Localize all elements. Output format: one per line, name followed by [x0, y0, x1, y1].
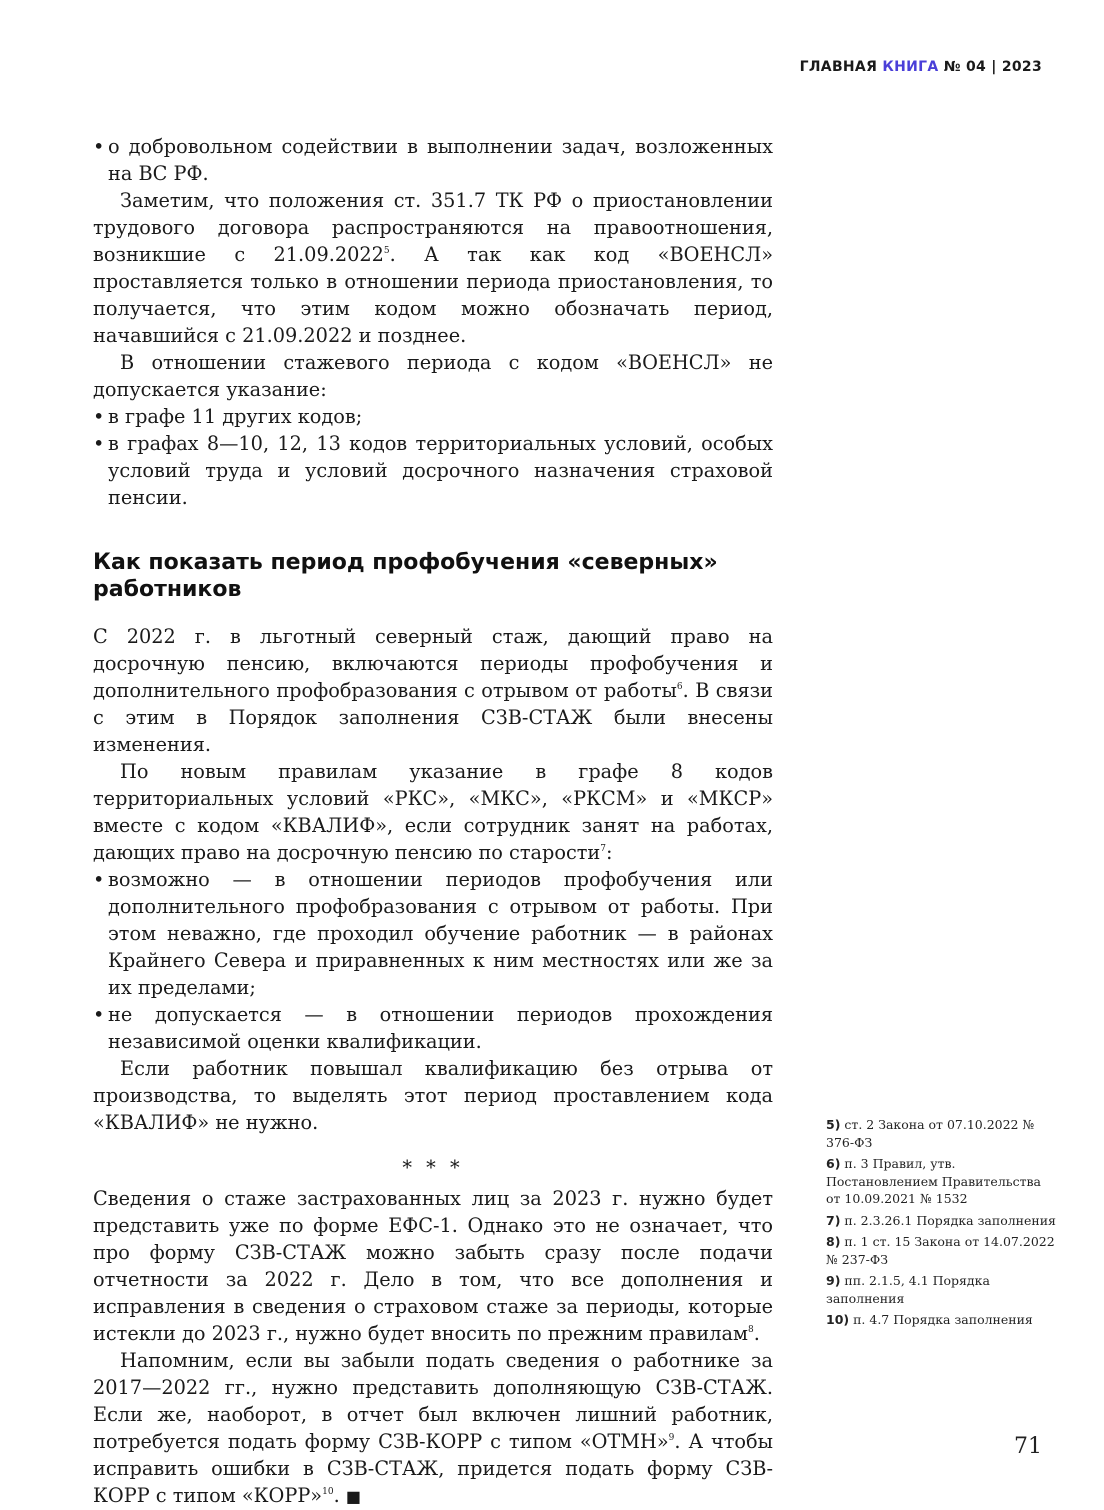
footnote: 7) п. 2.3.26.1 Порядка заполнения — [826, 1212, 1056, 1228]
brand-name-part2: КНИГА — [882, 59, 939, 75]
article-body — [93, 133, 773, 1510]
list-item: • о добровольном содействии в выполнении задач, возложенных на ВС РФ. — [93, 135, 773, 185]
footnote-ref: 10 — [322, 1487, 334, 1497]
footnotes — [826, 1116, 1056, 1333]
paragraph: Сведения о стаже застрахованных лиц за 2023 г. нужно будет представить уже по форме ЕФС-1. Однако это не означает, что про форму СЗВ-СТАЖ можно забыть сразу после подачи отчетности за 2022 г. Дело в том, что все дополнения и исправления в сведения о страховом стаже за периоды, которые истекли до 2023 г., нужно будет вносить по прежним правилам$^8$. — [93, 1187, 773, 1345]
running-header — [800, 59, 1042, 75]
footnote: 10) п. 4.7 Порядка заполнения — [826, 1312, 1033, 1327]
section-divider: * * * — [402, 1156, 464, 1179]
paragraph: Заметим, что положения ст. 351.7 ТК РФ о приостановлении трудового договора распространяются на правоотношения, возникшие с 21.09.2022$^5$. А так как код «ВОЕНСЛ» проставляется только в отношении периода приостановления, то получается, что этим кодом можно обозначать период, начавшийся с 21.09.2022 и позднее. — [93, 189, 773, 347]
footnote-ref: 5 — [383, 246, 390, 256]
list-item: • возможно — в отношении периодов профобучения или дополнительного профобразования с отрывом от работы. При этом неважно, где проходил обучение работник — в районах Крайнего Севера и приравненных к ним местностях или же за их пределами; — [93, 868, 773, 999]
paragraph: Напомним, если вы забыли подать сведения о работнике за 2017—2022 гг., нужно представить дополняющую СЗВ-СТАЖ. Если же, наоборот, в отчет был включен лишний работник, потребуется подать форму СЗВ-КОРР с типом «ОТМН»$^9$. А чтобы исправить ошибки в СЗВ-СТАЖ, придется подать форму СЗВ-КОРР с типом «КОРР»$^{10}$. ■ — [93, 1349, 773, 1507]
paragraph: Если работник повышал квалификацию без отрыва от производства, то выделять этот период проставлением кода «КВАЛИФ» не нужно. — [93, 1057, 773, 1134]
footnote: 8) п. 1 ст. 15 Закона от 14.07.2022 № 237-ФЗ — [826, 1234, 1055, 1267]
footnote: 9) пп. 2.1.5, 4.1 Порядка заполнения — [826, 1273, 990, 1306]
footnote: 6) п. 3 Правил, утв. Постановлением Правительства от 10.09.2021 № 1532 — [826, 1156, 1041, 1206]
footnote: 5) ст. 2 Закона от 07.10.2022 № 376-ФЗ — [826, 1117, 1035, 1150]
end-of-article-icon: ■ — [345, 1487, 361, 1506]
paragraph: В отношении стажевого периода с кодом «ВОЕНСЛ» не допускается указание: — [93, 351, 773, 401]
paragraph: По новым правилам указание в графе 8 кодов территориальных условий «РКС», «МКС», «РКСМ» и «МКСР» вместе с кодом «КВАЛИФ», если сотрудник занят на работах, дающих право на досрочную пенсию по старости$^7$: — [93, 760, 773, 864]
page-number: 71 — [1014, 1434, 1042, 1459]
bullet-list — [93, 133, 773, 187]
footnote-ref: 8 — [748, 1325, 754, 1335]
paragraph: С 2022 г. в льготный северный стаж, дающий право на досрочную пенсию, включаются периоды профобучения и дополнительного профобразования с отрывом от работы$^6$. В связи с этим в Порядок заполнения СЗВ-СТАЖ были внесены изменения. — [93, 625, 773, 756]
footnote-ref: 7 — [600, 844, 607, 854]
bullet-icon: • — [93, 1003, 105, 1026]
section-heading: Как показать период профобучения «северных» работников — [93, 550, 718, 602]
bullet-icon: • — [93, 405, 105, 428]
list-item: • в графах 8—10, 12, 13 кодов территориальных условий, особых условий труда и условий досрочного назначения страховой пенсии. — [93, 432, 773, 509]
bullet-icon: • — [93, 432, 105, 455]
footnote-ref: 9 — [668, 1433, 675, 1443]
list-item: • не допускается — в отношении периодов прохождения независимой оценки квалификации. — [93, 1003, 773, 1053]
bullet-icon: • — [93, 868, 105, 891]
bullet-icon: • — [93, 135, 105, 158]
bullet-list — [93, 866, 773, 1055]
issue-number: № 04 | 2023 — [943, 59, 1042, 75]
list-item: • в графе 11 других кодов; — [93, 405, 363, 428]
footnote-ref: 6 — [676, 682, 683, 692]
bullet-list — [93, 403, 773, 511]
brand-name-part1: ГЛАВНАЯ — [799, 59, 878, 75]
